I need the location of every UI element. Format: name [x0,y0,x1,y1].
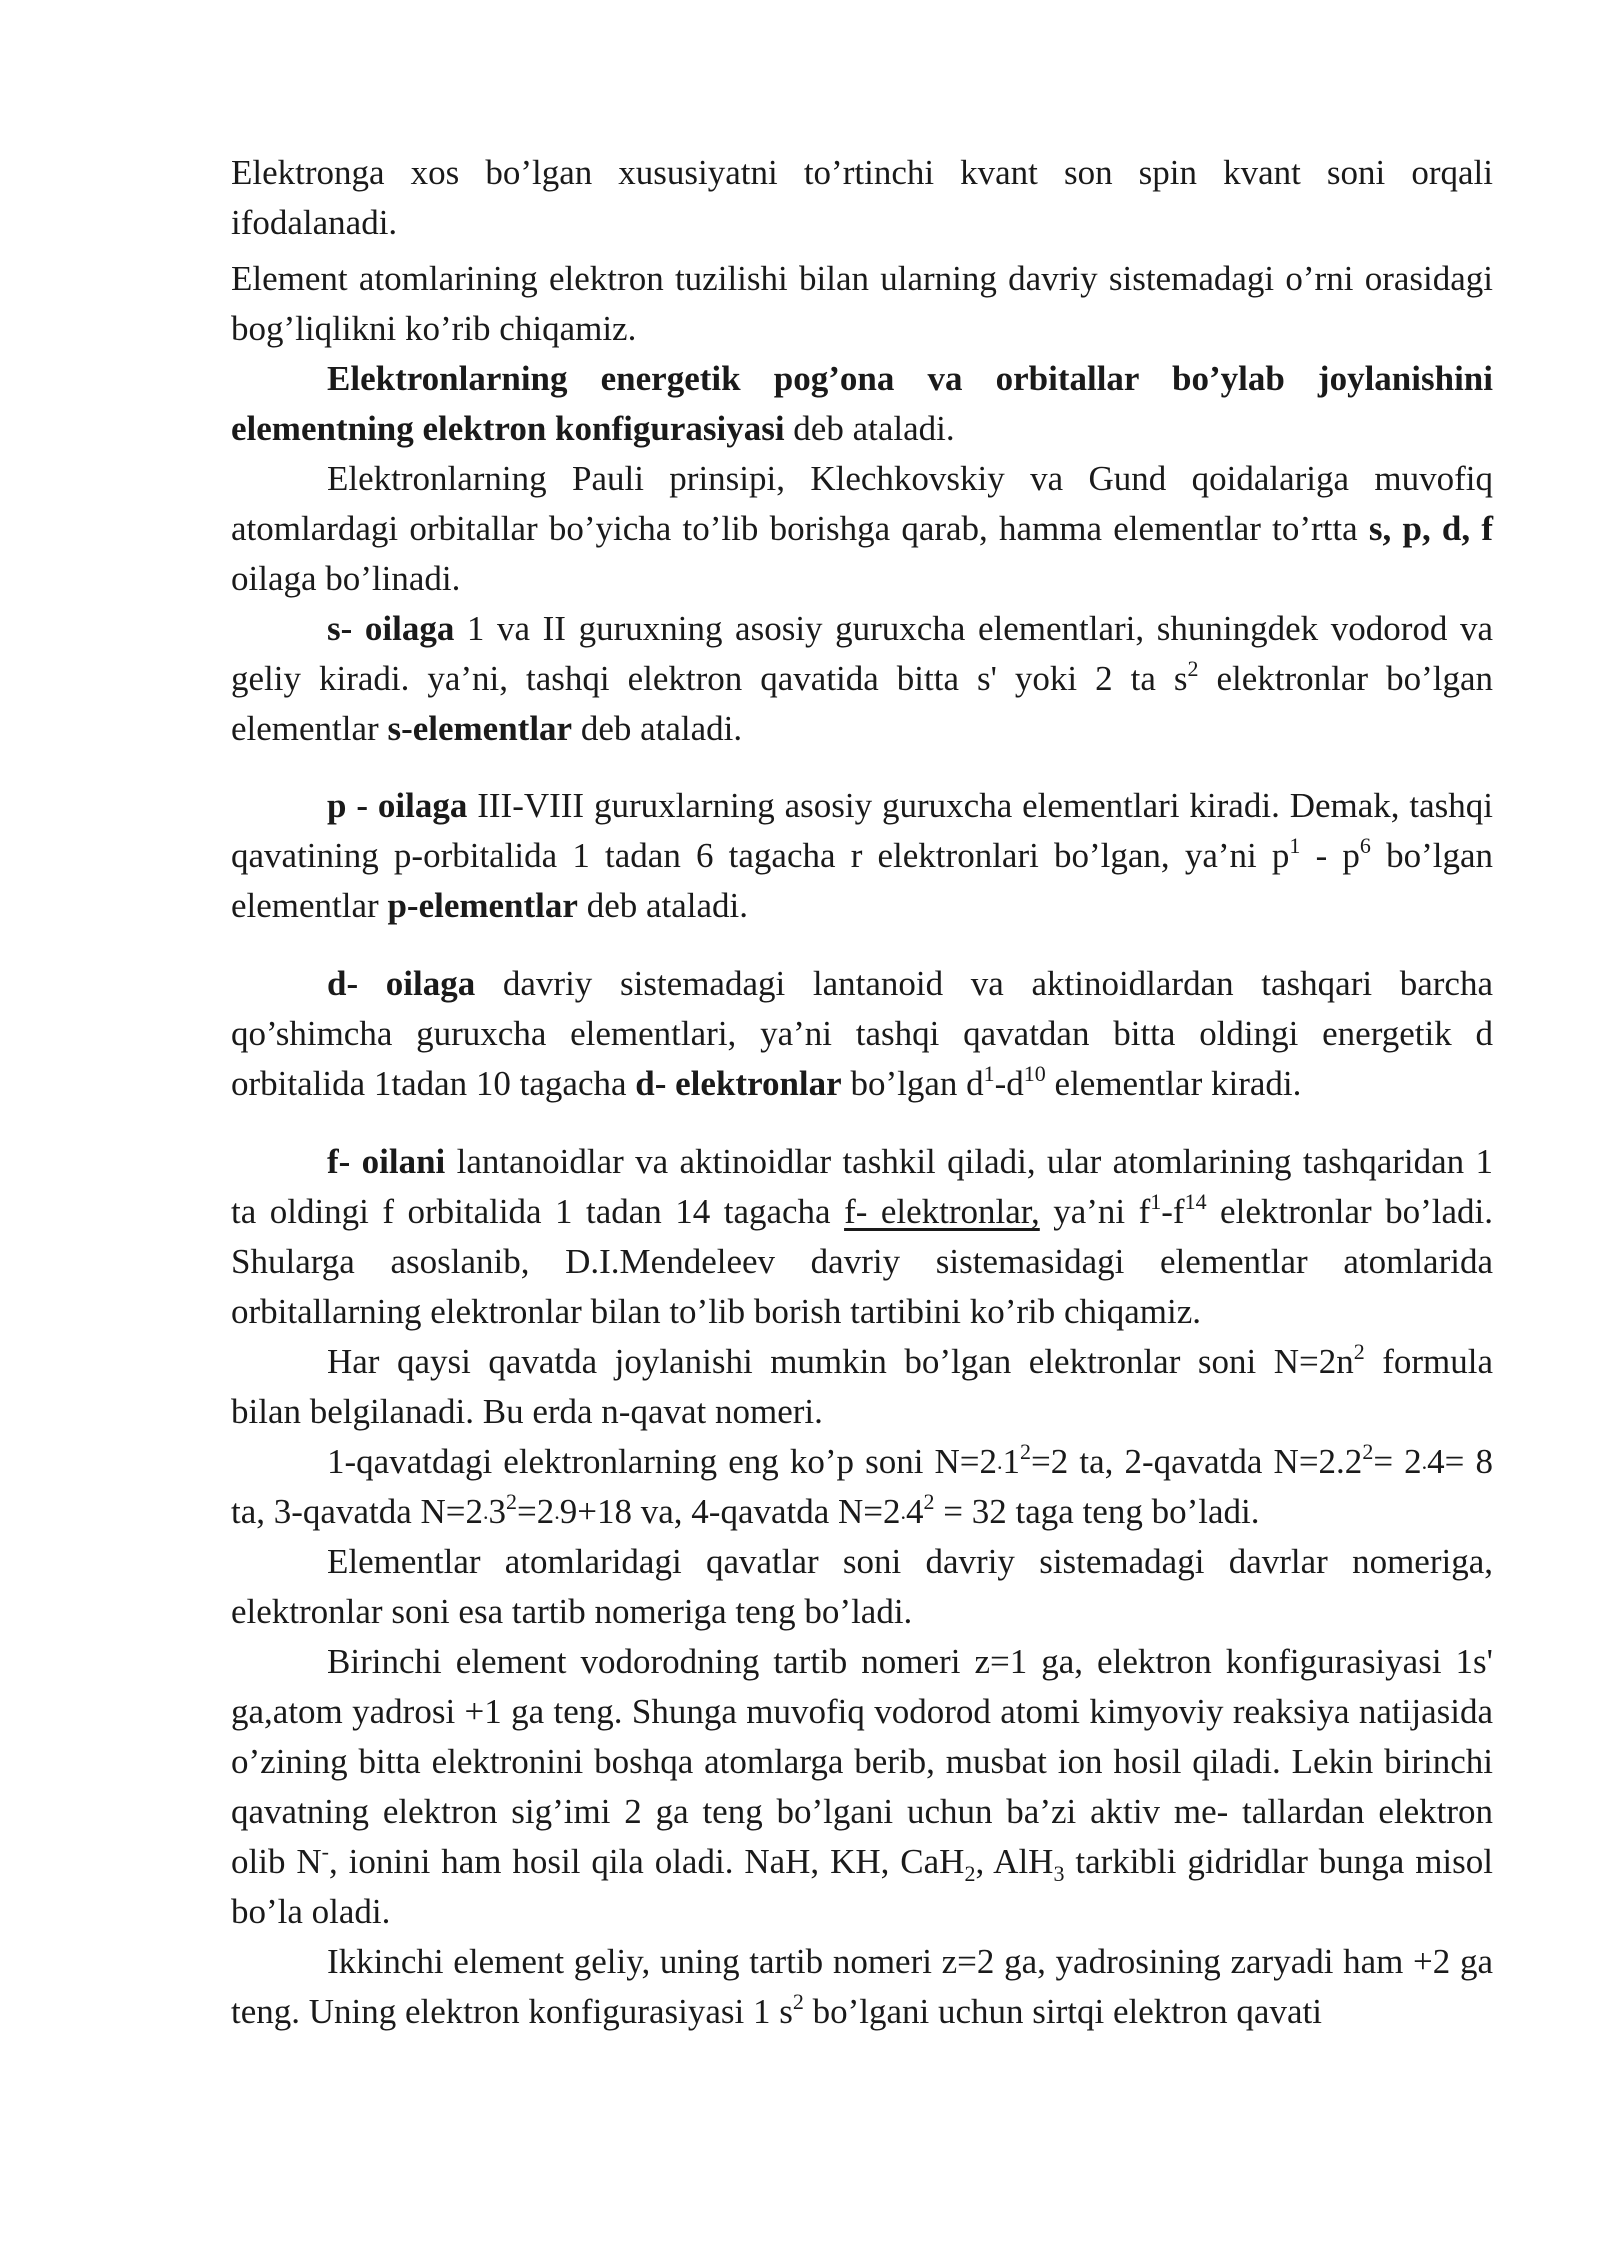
paragraph-element-atoms [231,254,1493,354]
paragraph-text: bo’lgan d [841,1064,984,1103]
paragraph-text: deb ataladi. [784,409,955,448]
paragraph-spin [231,148,1493,248]
paragraph-text: 4= 8 ta, 3-qavatda N=2 [231,1442,1493,1531]
superscript: - [321,1839,329,1864]
paragraph-text: =2 ta, 2-qavatda N=2.2 [1031,1442,1363,1481]
superscript: 1 [1150,1189,1162,1214]
bold-term: Elektronlarning energetik pog’ona va orbitallar bo’ylab joylanishini elementning elektron konfigurasiyasi [231,359,1493,448]
superscript: 2 [1353,1339,1365,1364]
paragraph-text: Element atomlarining elektron tuzilishi bilan ularning davriy sistemadagi o’rni orasidagi bog’liqlikni ko’rib chiqamiz. [231,259,1493,348]
superscript: 1 [983,1061,995,1086]
bold-term: p-elementlar [387,886,578,925]
paragraph-text: Elektronlarning Pauli prinsipi, Klechkovskiy va Gund qoidalariga muvofiq atomlardagi orbitallar bo’yicha to’lib borishga qarab, hamma elementlar to’rtta [231,459,1493,548]
paragraph-text: 1 va II guruxning asosiy guruxcha elementlari, shuningdek vodorod va geliy kiradi. ya’ni, tashqi elektron qavatida bitta s' yoki 2 ta s [231,609,1493,698]
subscript: 3 [1053,1861,1065,1886]
superscript: 6 [1359,833,1371,858]
paragraph-text: bo’lgan elementlar [231,836,1494,925]
paragraph-text: Har qaysi qavatda joylanishi mumkin bo’lgan elektronlar soni N=2n [327,1342,1354,1381]
paragraph-text: , ionini ham hosil qila oladi. NaH, KH, CaH [328,1842,965,1881]
paragraph-text: Ikkinchi element geliy, uning tartib nomeri z=2 ga, yadrosining zaryadi ham +2 ga teng. Uning elektron konfigurasiyasi 1 s [231,1942,1493,2031]
paragraph-text: Birinchi element vodorodning tartib nomeri z=1 ga, elektron konfigurasiyasi 1s' ga,atom yadrosi +1 ga teng. Shunga muvofiq vodorod atomi kimyoviy reaksiya natijasida o’zining bitta elektronini boshqa atomlarga berib, musbat ion hosil qiladi. Lekin birinchi qavatning elektron sig’imi 2 ga teng bo’lgani uchun ba’zi aktiv me- tallardan elektron olib N [231,1642,1493,1881]
paragraph-text: elektronlar bo’ladi. Shularga asoslanib, D.I.Mendeleev davriy sistemasidagi elementlar atomlarida orbitallarning elektronlar bilan to’lib borish tartibini ko’rib chiqamiz. [231,1192,1493,1331]
bold-term: f- oilani [327,1142,446,1181]
paragraph-text: elektronlar bo’lgan elementlar [231,659,1493,748]
bold-term: d- oilaga [327,964,476,1003]
paragraph-text: 1 [1002,1442,1021,1481]
multiplication-dot: . [554,1499,560,1524]
paragraph-text: , AlH [975,1842,1054,1881]
paragraph-f-family [231,1137,1493,1337]
paragraph-p-family [231,781,1493,931]
superscript: 10 [1023,1061,1046,1086]
paragraph-text: -f [1161,1192,1185,1231]
paragraph-hydrogen [231,1637,1493,1937]
superscript: 2 [1362,1439,1374,1464]
paragraph-text: lantanoidlar va aktinoidlar tashkil qiladi, ular atomlarining tashqaridan 1 ta oldingi f orbitalida 1 tadan 14 tagacha [231,1142,1494,1231]
superscript: 2 [923,1489,935,1514]
document-page [231,148,1493,2037]
multiplication-dot: . [997,1449,1003,1474]
paragraph-text: ya’ni f [1039,1192,1151,1231]
paragraph-text: deb ataladi. [572,709,743,748]
paragraph-text: 4 [906,1492,924,1531]
bold-term: p - oilaga [327,786,468,825]
paragraph-text: formula bilan belgilanadi. Bu erda n-qavat nomeri. [231,1342,1493,1431]
paragraph-text: oilaga bo’linadi. [231,559,461,598]
bold-term: d- elektronlar [635,1064,842,1103]
paragraph-text: elementlar kiradi. [1045,1064,1302,1103]
bold-term: s- oilaga [327,609,455,648]
subscript: 2 [964,1861,976,1886]
superscript: 2 [1187,656,1199,681]
multiplication-dot: . [900,1499,907,1524]
superscript: 14 [1184,1189,1207,1214]
paragraph-text: - p [1300,836,1360,875]
bold-term: s-elementlar [387,709,573,748]
paragraph-helium [231,1937,1493,2037]
paragraph-periods [231,1537,1493,1637]
paragraph-text: III-VIII guruxlarning asosiy guruxcha elementlari kiradi. Demak, tashqi qavatining p-orbitalida 1 tadan 6 tagacha r elektronlari bo’lgan, ya’ni p [231,786,1494,875]
paragraph-d-family [231,959,1493,1109]
superscript: 2 [506,1489,518,1514]
paragraph-text: -d [994,1064,1024,1103]
superscript: 1 [1289,833,1301,858]
paragraph-s-family [231,604,1493,754]
paragraph-text: 1-qavatdagi elektronlarning eng ko’p soni N=2 [327,1442,998,1481]
paragraph-formula [231,1337,1493,1437]
paragraph-text: Elementlar atomlaridagi qavatlar soni davriy sistemadagi davrlar nomeriga, elektronlar soni esa tartib nomeriga teng bo’ladi. [231,1542,1493,1631]
multiplication-dot: . [483,1499,489,1524]
multiplication-dot: . [1421,1449,1428,1474]
paragraph-text: bo’lgani uchun sirtqi elektron qavati [803,1992,1322,2031]
underlined-term: f- elektronlar, [844,1192,1040,1231]
paragraph-text: deb ataladi. [577,886,748,925]
paragraph-text: = 32 taga teng bo’ladi. [934,1492,1260,1531]
superscript: 2 [1020,1439,1032,1464]
paragraph-text: davriy sistemadagi lantanoid va aktinoidlardan tashqari barcha qo’shimcha guruxcha elementlari, ya’ni tashqi qavatdan bitta oldingi energetik d orbitalida 1tadan 10 tagacha [231,964,1493,1103]
paragraph-text: 9+18 va, 4-qavatda N=2 [559,1492,901,1531]
paragraph-text: tarkibli gidridlar bunga misol bo’la oladi. [231,1842,1493,1931]
paragraph-text: =2 [517,1492,555,1531]
paragraph-text: Elektronga xos bo’lgan xususiyatni to’rtinchi kvant son spin kvant soni orqali ifodalanadi. [231,153,1493,242]
paragraph-pauli [231,454,1493,604]
superscript: 2 [792,1989,804,2014]
bold-term: s, p, d, f [1368,509,1493,548]
paragraph-definition [231,354,1493,454]
paragraph-text: = 2 [1373,1442,1422,1481]
paragraph-text: 3 [488,1492,507,1531]
paragraph-layer-counts [231,1437,1493,1537]
